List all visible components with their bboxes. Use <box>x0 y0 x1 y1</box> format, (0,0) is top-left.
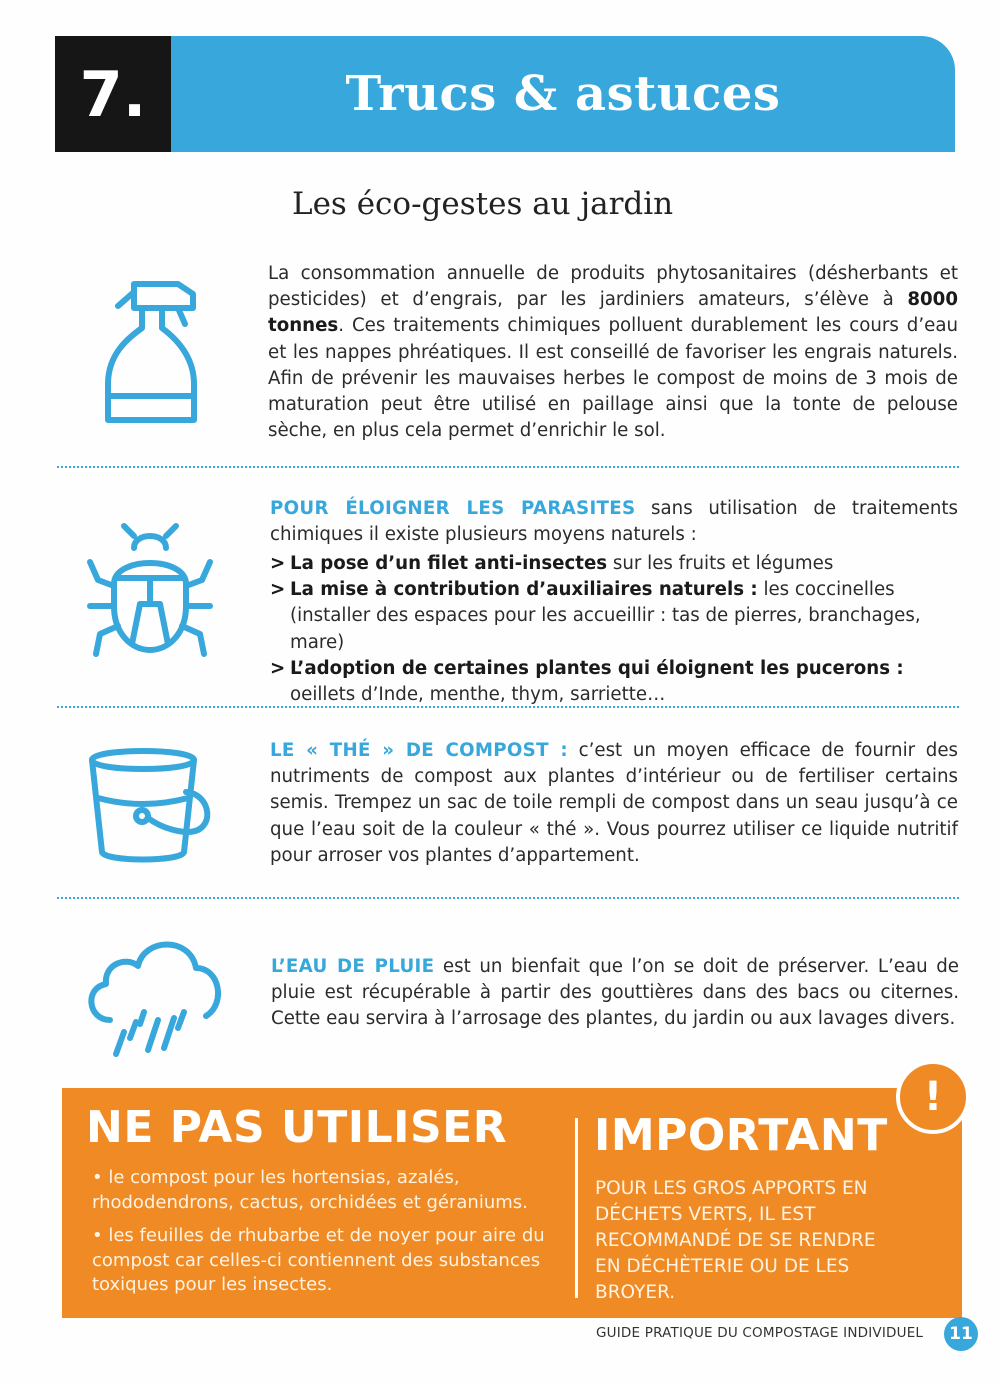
beetle-icon <box>84 522 216 658</box>
bucket-icon <box>88 742 218 866</box>
do-not-use-list <box>92 1166 562 1307</box>
chapter-number: 7. <box>55 36 171 152</box>
dotted-separator <box>57 897 959 899</box>
section-compost-tea-text: LE « THÉ » DE COMPOST : c’est un moyen efficace de fournir des nutriments de compost aux plantes d’intérieur ou de fertiliser certains semis. Trempez un sac de toile rempli de compost dans un seau jusqu’à ce que l’eau soit de la couleur « thé ». Vous pourrez utiliser ce liquide nutritif pour arroser vos plantes d’appartement. <box>270 740 959 866</box>
page-number: 11 <box>944 1317 978 1351</box>
parasites-list <box>270 551 958 708</box>
box-divider <box>575 1118 578 1298</box>
section-rainwater-text: L’EAU DE PLUIE est un bienfait que l’on se doit de préserver. L’eau de pluie est récupérable à partir des gouttières dans des bacs ou citernes. Cette eau servira à l’arrosage des plantes, du jardin ou aux lavages divers. <box>271 956 959 1030</box>
dotted-separator <box>57 706 959 708</box>
list-item: • le compost pour les hortensias, azalés, rhododendrons, cactus, orchidées et géraniums. <box>92 1167 528 1213</box>
spray-bottle-icon <box>98 272 203 432</box>
important-title: IMPORTANT <box>594 1110 888 1161</box>
footer-guide-label: GUIDE PRATIQUE DU COMPOSTAGE INDIVIDUEL <box>596 1325 924 1341</box>
list-item: > La mise à contribution d’auxiliaires naturels : les coccinelles (installer des espaces pour les accueillir : tas de pierres, branchages, mare) <box>270 579 921 653</box>
list-item: • les feuilles de rhubarbe et de noyer pour aire du compost car celles-ci contiennent des substances toxiques pour les insectes. <box>92 1225 545 1295</box>
exclamation-icon: ! <box>896 1060 970 1134</box>
header-band <box>171 36 955 152</box>
list-item: > La pose d’un filet anti-insectes sur les fruits et légumes <box>270 553 834 574</box>
important-text: POUR LES GROS APPORTS EN DÉCHETS VERTS, IL EST RECOMMANDÉ DE SE RENDRE EN DÉCHÈTERIE OU DE LES BROYER. <box>595 1178 876 1303</box>
section-pesticides-text: La consommation annuelle de produits phytosanitaires (désherbants et pesticides) et d’engrais, par les jardiniers amateurs, s’élève à 8000 tonnes. Ces traitements chimiques polluent durablement les cours d’eau et les nappes phréatiques. Il est conseillé de favoriser les engrais naturels. Afin de prévenir les mauvaises herbes le compost de moins de 3 mois de maturation peut être utilisé en paillage ainsi que la tonte de pelouse sèche, en plus cela permet d’enrichir le sol. <box>268 263 958 442</box>
section-subtitle: Les éco-gestes au jardin <box>292 186 674 222</box>
section-parasites-intro: POUR ÉLOIGNER LES PARASITES sans utilisation de traitements chimiques il existe plusieurs moyens naturels : <box>270 498 958 546</box>
do-not-use-title: NE PAS UTILISER <box>86 1102 508 1153</box>
rain-cloud-icon <box>80 928 230 1060</box>
dotted-separator <box>57 466 959 468</box>
list-item: > L’adoption de certaines plantes qui éloignent les pucerons : oeillets d’Inde, menthe, thym, sarriette… <box>270 657 904 706</box>
page-title: Trucs & astuces <box>345 66 781 122</box>
